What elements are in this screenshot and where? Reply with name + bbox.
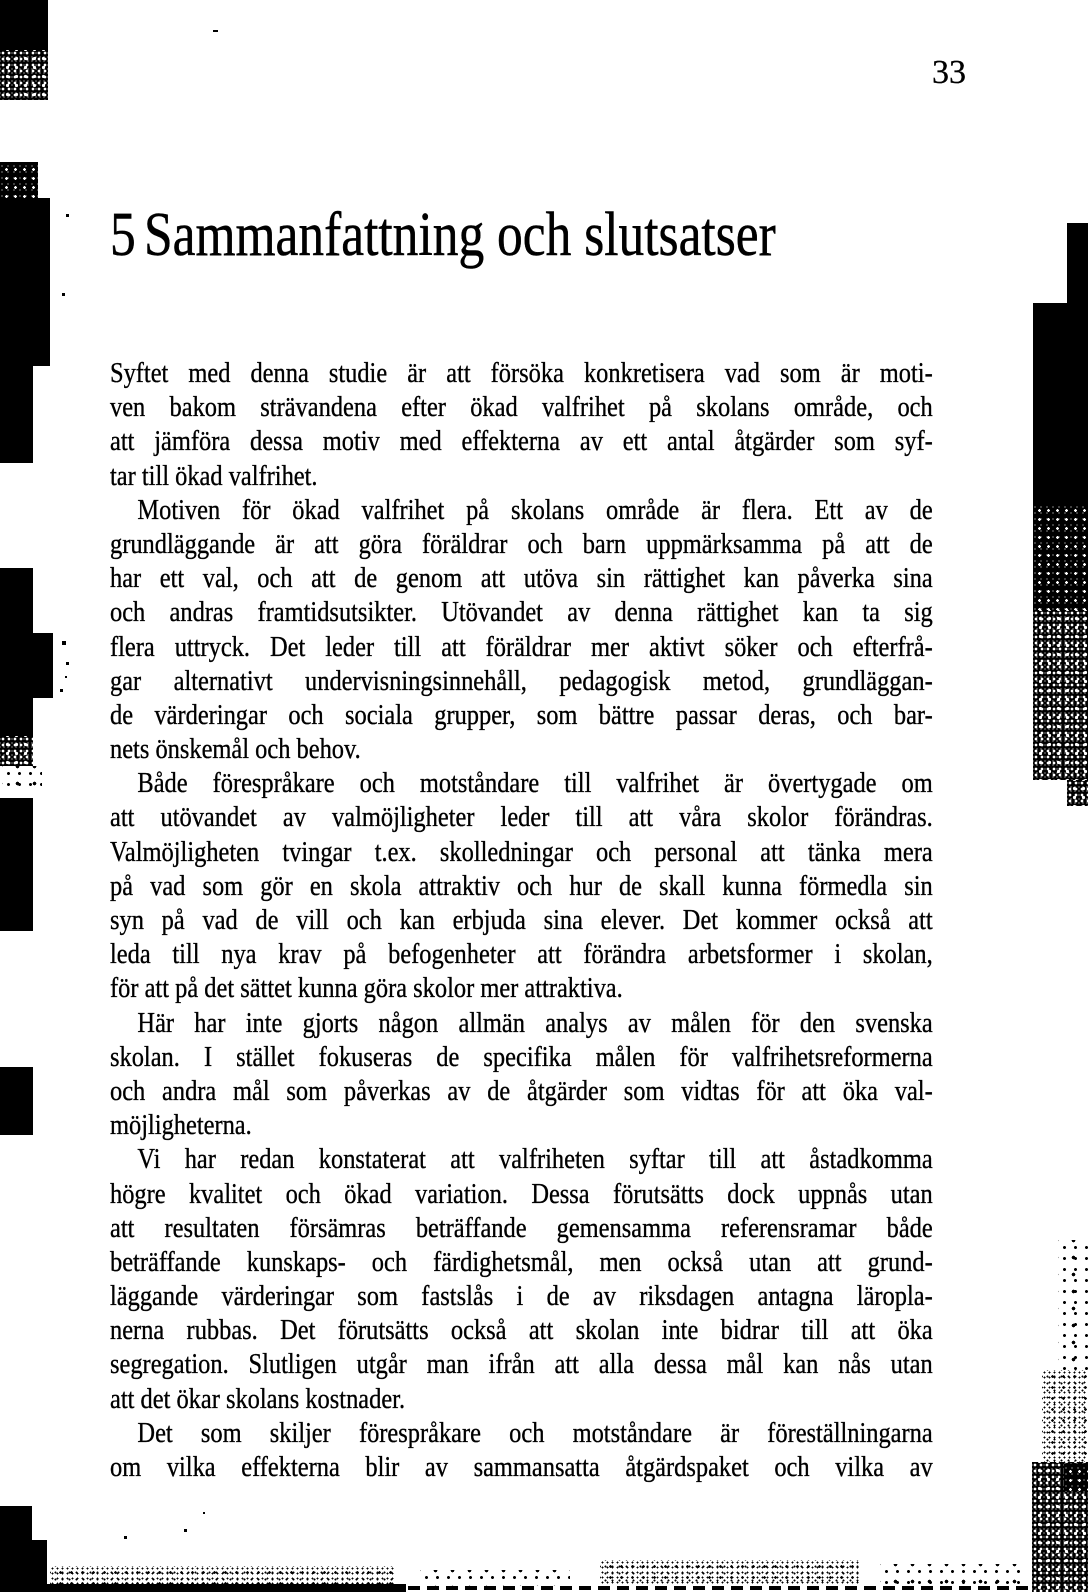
ink-speck <box>62 293 65 296</box>
ink-speck <box>66 214 69 217</box>
chapter-number: 5 <box>110 201 136 269</box>
text-line: att resultaten försämras beträffande gemensamma referensramar både <box>110 1212 933 1244</box>
text-line: leda till nya krav på befogenheter att förändra arbetsformer i skolan, <box>110 939 933 971</box>
scan-artifact <box>50 1566 395 1588</box>
scan-artifact <box>0 568 33 633</box>
body-text <box>110 357 933 1485</box>
text-line: grundläggande är att göra föräldrar och barn uppmärksamma på att de <box>110 528 933 560</box>
scan-artifact <box>0 1540 47 1592</box>
ink-speck <box>66 662 69 665</box>
ink-speck <box>65 676 67 678</box>
scan-artifact <box>0 366 33 463</box>
ink-speck <box>62 641 66 645</box>
text-line: och andras framtidsutsikter. Utövandet av denna rättighet kan ta sig <box>110 597 933 629</box>
text-line: läggande värderingar som fastslås i de av riksdagen antagna läropla- <box>110 1281 933 1313</box>
ink-speck <box>203 1512 205 1514</box>
text-line: de värderingar och sociala grupper, som bättre passar deras, och bar- <box>110 699 933 731</box>
text-line: nets önskemål och behov. <box>110 734 361 766</box>
scan-artifact <box>0 698 33 738</box>
chapter-heading <box>110 202 776 268</box>
text-line: gar alternativt undervisningsinnehåll, pedagogisk metod, grundläggan- <box>110 665 933 697</box>
text-line: segregation. Slutligen utgår man ifrån att alla dessa mål kan nås utan <box>110 1349 933 1381</box>
scan-artifact <box>0 736 33 766</box>
scan-artifact <box>600 1560 860 1586</box>
text-line: möjligheterna. <box>110 1110 252 1142</box>
text-line: högre kvalitet och ökad variation. Dessa förutsätts dock uppnås utan <box>110 1178 933 1210</box>
scan-artifact <box>880 1564 1020 1584</box>
text-line: att utövandet av valmöjligheter leder till att våra skolor förändras. <box>110 802 933 834</box>
text-line: beträffande kunskaps- och färdighetsmål, men också utan att grund- <box>110 1246 933 1278</box>
text-line: nerna rubbas. Det förutsätts också att skolan inte bidrar till att öka <box>110 1315 933 1347</box>
text-line: och andra mål som påverkas av de åtgärder som vidtas för att öka val- <box>110 1075 933 1107</box>
ink-speck <box>213 30 218 32</box>
scan-artifact <box>420 1570 570 1586</box>
scan-artifact <box>1067 223 1088 503</box>
text-line: har ett val, och att de genom att utöva sin rättighet kan påverka sina <box>110 563 933 595</box>
text-line: att jämföra dessa motiv med effekterna av ett antal åtgärder som syf- <box>110 426 933 458</box>
text-line: Här har inte gjorts någon allmän analys av målen för den svenska <box>137 1007 933 1039</box>
text-line: för att på det sättet kunna göra skolor mer attraktiva. <box>110 973 623 1005</box>
text-line: tar till ökad valfrihet. <box>110 460 318 492</box>
ink-speck <box>124 1536 127 1539</box>
scan-artifact <box>1033 303 1067 503</box>
scan-artifact <box>1058 1240 1088 1370</box>
scan-artifact <box>1033 503 1088 610</box>
text-line: på vad som gör en skola attraktiv och hur de skall kunna förmedla sin <box>110 870 933 902</box>
scan-artifact <box>0 798 33 931</box>
scan-artifact <box>0 50 48 100</box>
text-line: syn på vad de vill och kan erbjuda sina elever. Det kommer också att <box>110 905 933 936</box>
ink-speck <box>184 1529 187 1532</box>
text-line: skolan. I stället fokuseras de specifika målen för valfrihetsreformerna <box>110 1041 933 1073</box>
scan-artifact <box>0 162 38 200</box>
text-line: Det som skiljer förespråkare och motståndare är föreställningarna <box>137 1417 933 1449</box>
chapter-title: Sammanfattning och slutsatser <box>144 201 776 269</box>
scan-artifact <box>0 198 50 366</box>
scan-artifact <box>0 1067 33 1135</box>
scan-artifact <box>0 633 53 698</box>
page-number: 33 <box>932 54 966 91</box>
scan-artifact <box>2 766 42 794</box>
text-line: att det ökar skolans kostnader. <box>110 1383 406 1415</box>
scan-artifact <box>1064 1464 1088 1492</box>
text-line: Valmöjligheten tvingar t.ex. skolledningar och personal att tänka mera <box>110 836 933 868</box>
text-line: om vilka effekterna blir av sammansatta åtgärdspaket och vilka av <box>110 1452 933 1483</box>
scan-artifact <box>1033 610 1088 780</box>
text-line: flera uttryck. Det leder till att föräldrar mer aktivt söker och efterfrå- <box>110 631 933 663</box>
scan-artifact <box>1042 1370 1088 1465</box>
text-line: Både förespråkare och motståndare till valfrihet är övertygade om <box>137 768 933 800</box>
scan-artifact <box>408 1586 1060 1590</box>
text-line: ven bakom strävandena efter ökad valfrihet på skolans område, och <box>110 392 933 424</box>
text-line: Motiven för ökad valfrihet på skolans område är flera. Ett av de <box>137 494 933 526</box>
text-line: Syftet med denna studie är att försöka konkretisera vad som är moti- <box>110 358 933 389</box>
scan-artifact <box>1067 780 1088 806</box>
ink-speck <box>60 689 63 692</box>
text-line: Vi har redan konstaterat att valfriheten syftar till att åstadkomma <box>137 1144 933 1176</box>
